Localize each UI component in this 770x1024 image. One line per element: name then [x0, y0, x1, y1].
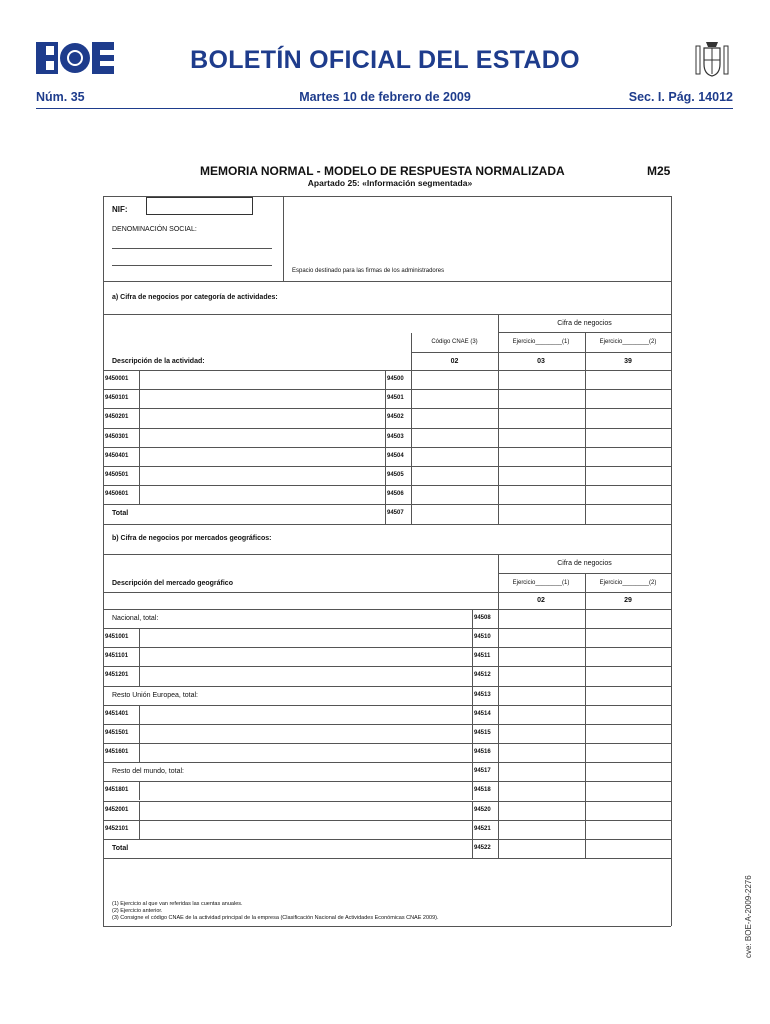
form-code: M25 [647, 164, 671, 178]
footnote-3: (3) Consigne el código CNAE de la actividad principal de la empresa (Clasificación Nacional de Actividades Económicas CNAE 2009). [112, 915, 439, 921]
section-a-desc-label: Descripción de la actividad: [112, 358, 205, 365]
cnae-code-input[interactable] [412, 429, 497, 446]
ejercicio-1-input[interactable] [499, 448, 584, 465]
market-code: 9451501 [105, 729, 129, 736]
box-number: 94512 [474, 672, 491, 679]
market-description-input[interactable] [140, 802, 471, 819]
market-code: 9451801 [105, 787, 129, 794]
box-number: 94514 [474, 710, 491, 717]
market-description-input[interactable] [140, 782, 471, 799]
cnae-header: Código CNAE (3) [431, 339, 478, 345]
activity-code: 9450301 [105, 433, 129, 440]
box-number: 94502 [387, 414, 404, 421]
section-b-col-code-1: 02 [537, 597, 545, 604]
form-title: MEMORIA NORMAL - MODELO DE RESPUESTA NORMALIZADA [200, 164, 565, 178]
cve-code: cve: BOE-A-2009-2276 [744, 875, 753, 958]
cell-divider [472, 666, 473, 685]
box-number: 94507 [387, 510, 404, 517]
box-number: 94521 [474, 825, 491, 832]
ejercicio-1-input[interactable] [499, 467, 584, 484]
cnae-code-input[interactable] [412, 505, 497, 522]
activity-code: 9450201 [105, 414, 129, 421]
ejercicio-1-input[interactable] [499, 390, 584, 407]
section-a-total-label: Total [112, 510, 129, 518]
cnae-code-input[interactable] [412, 486, 497, 503]
ejercicio-1-input[interactable] [499, 629, 584, 646]
cnae-code-input[interactable] [412, 371, 497, 388]
section-a-ejercicio-1: Ejercicio________(1) [512, 339, 570, 345]
cell-divider [472, 820, 473, 839]
market-code: 9451001 [105, 634, 129, 641]
activity-description-input[interactable] [140, 409, 384, 426]
cell-divider [385, 504, 386, 523]
market-code: 9451101 [105, 653, 129, 660]
ejercicio-2-input[interactable] [586, 629, 670, 646]
section-a-ejercicio-2: Ejercicio________(2) [599, 339, 657, 345]
market-label: Total [112, 844, 129, 852]
cell-divider [472, 801, 473, 820]
market-description-input[interactable] [140, 725, 471, 742]
issue-number: Núm. 35 [36, 90, 85, 104]
activity-code: 9450601 [105, 491, 129, 498]
box-number: 94517 [474, 768, 491, 775]
activity-code: 9450101 [105, 395, 129, 402]
cell-divider [385, 485, 386, 504]
ejercicio-2-input[interactable] [586, 505, 670, 522]
ejercicio-1-input[interactable] [499, 744, 584, 761]
cell-divider [385, 370, 386, 389]
ejercicio-1-input[interactable] [499, 667, 584, 684]
cell-divider [385, 389, 386, 408]
ejercicio-2-input[interactable] [586, 706, 670, 723]
nif-input[interactable] [146, 197, 253, 215]
activity-description-input[interactable] [140, 486, 384, 503]
ejercicio-2-input[interactable] [586, 409, 670, 426]
ejercicio-1-input[interactable] [499, 840, 584, 857]
section-a-title: a) Cifra de negocios por categoría de actividades: [112, 294, 278, 301]
section-a-col-code-1: 02 [450, 358, 459, 365]
cell-divider [472, 743, 473, 762]
market-description-input[interactable] [140, 667, 471, 684]
market-code: 9451201 [105, 672, 129, 679]
box-number: 94508 [474, 615, 491, 621]
market-description-input[interactable] [140, 744, 471, 761]
section-b-ejercicio-2: Ejercicio________(2) [599, 580, 657, 586]
market-description-input[interactable] [140, 706, 471, 723]
box-number: 94511 [474, 653, 491, 660]
cell-divider [385, 466, 386, 485]
form-subtitle: Apartado 25: «Información segmentada» [307, 178, 473, 188]
market-label: Resto del mundo, total: [112, 768, 184, 776]
ejercicio-2-input[interactable] [586, 802, 670, 819]
row-divider [103, 858, 671, 859]
ejercicio-2-input[interactable] [586, 763, 670, 780]
activity-code: 9450501 [105, 472, 129, 478]
firmas-label: Espacio destinado para las firmas de los administradores [292, 268, 445, 274]
ejercicio-1-input[interactable] [499, 782, 584, 799]
box-number: 94500 [387, 376, 404, 382]
market-label: Resto Unión Europea, total: [112, 691, 198, 699]
market-code: 9452101 [105, 825, 129, 832]
signature-area[interactable] [284, 197, 670, 280]
section-a-col-code-3: 39 [624, 358, 632, 365]
ejercicio-2-input[interactable] [586, 467, 670, 484]
cell-divider [472, 724, 473, 743]
activity-description-input[interactable] [140, 429, 384, 446]
ejercicio-2-input[interactable] [586, 667, 670, 684]
cell-divider [472, 647, 473, 666]
market-code: 9452001 [105, 806, 129, 813]
ejercicio-2-input[interactable] [586, 687, 670, 704]
activity-code: 9450001 [105, 376, 129, 382]
box-number: 94515 [474, 729, 491, 736]
activity-description-input[interactable] [140, 467, 384, 484]
box-number: 94513 [474, 691, 491, 698]
box-number: 94504 [387, 452, 404, 459]
ejercicio-1-input[interactable] [499, 429, 584, 446]
ejercicio-2-input[interactable] [586, 371, 670, 388]
cell-divider [385, 428, 386, 447]
newspaper-title: BOLETÍN OFICIAL DEL ESTADO [190, 46, 580, 74]
cnae-code-input[interactable] [412, 390, 497, 407]
cell-divider [385, 408, 386, 427]
ejercicio-1-input[interactable] [499, 610, 584, 627]
ejercicio-1-input[interactable] [499, 706, 584, 723]
section-b-title: b) Cifra de negocios por mercados geográficos: [112, 535, 272, 542]
ejercicio-2-input[interactable] [586, 725, 670, 742]
cell-divider [385, 447, 386, 466]
market-code: 9451601 [105, 749, 129, 756]
activity-description-input[interactable] [140, 371, 384, 388]
market-description-input[interactable] [140, 648, 471, 665]
ejercicio-1-input[interactable] [499, 687, 584, 704]
section-a-cifra-header: Cifra de negocios [557, 320, 612, 327]
box-number: 94520 [474, 806, 491, 813]
row-divider [103, 524, 671, 525]
cnae-code-input[interactable] [412, 467, 497, 484]
activity-code: 9450401 [105, 452, 129, 459]
cell-divider [472, 762, 473, 781]
section-a-col-code-2: 03 [537, 358, 545, 365]
section-b-col-code-2: 29 [624, 597, 632, 604]
section-b-ejercicio-1: Ejercicio________(1) [512, 580, 570, 586]
ejercicio-2-input[interactable] [586, 486, 670, 503]
section-b-cifra-header: Cifra de negocios [557, 560, 612, 567]
box-number: 94516 [474, 749, 491, 756]
header-rule [36, 108, 733, 109]
coat-of-arms-icon [692, 38, 732, 82]
cell-divider [472, 628, 473, 647]
cell-divider [472, 781, 473, 800]
activity-description-input[interactable] [140, 448, 384, 465]
ejercicio-2-input[interactable] [586, 648, 670, 665]
market-description-input[interactable] [140, 629, 471, 646]
market-description-input[interactable] [140, 821, 471, 838]
box-number: 94518 [474, 787, 491, 794]
ejercicio-2-input[interactable] [586, 840, 670, 857]
ejercicio-1-input[interactable] [499, 821, 584, 838]
section-b-desc-label: Descripción del mercado geográfico [112, 580, 233, 587]
activity-description-input[interactable] [140, 505, 384, 522]
ejercicio-1-input[interactable] [499, 409, 584, 426]
cell-divider [472, 839, 473, 858]
denominacion-label: DENOMINACIÓN SOCIAL: [112, 226, 197, 233]
cell-divider [472, 705, 473, 724]
ejercicio-2-input[interactable] [586, 782, 670, 799]
ejercicio-1-input[interactable] [499, 371, 584, 388]
box-number: 94503 [387, 433, 404, 440]
ejercicio-2-input[interactable] [586, 429, 670, 446]
boe-logo [36, 42, 114, 74]
market-label: Nacional, total: [112, 615, 159, 622]
ejercicio-2-input[interactable] [586, 448, 670, 465]
box-number: 94501 [387, 395, 404, 402]
ejercicio-1-input[interactable] [499, 763, 584, 780]
box-number: 94510 [474, 634, 491, 641]
ejercicio-2-input[interactable] [586, 610, 670, 627]
ejercicio-1-input[interactable] [499, 725, 584, 742]
box-number: 94522 [474, 844, 491, 851]
ejercicio-1-input[interactable] [499, 505, 584, 522]
box-number: 94506 [387, 491, 404, 498]
box-number: 94505 [387, 472, 404, 478]
nif-label: NIF: [112, 205, 128, 214]
ejercicio-1-input[interactable] [499, 648, 584, 665]
footnote-1: (1) Ejercicio al que van referidas las cuentas anuales. [112, 901, 243, 907]
ejercicio-2-input[interactable] [586, 821, 670, 838]
ejercicio-2-input[interactable] [586, 390, 670, 407]
ejercicio-2-input[interactable] [586, 744, 670, 761]
issue-date: Martes 10 de febrero de 2009 [299, 90, 471, 104]
cnae-code-input[interactable] [412, 409, 497, 426]
cnae-code-input[interactable] [412, 448, 497, 465]
market-code: 9451401 [105, 710, 129, 717]
cell-divider [472, 686, 473, 705]
ejercicio-1-input[interactable] [499, 486, 584, 503]
denominacion-line-1[interactable] [112, 248, 272, 249]
denominacion-line-2[interactable] [112, 265, 272, 266]
cell-divider [472, 609, 473, 628]
ejercicio-1-input[interactable] [499, 802, 584, 819]
section-page: Sec. I. Pág. 14012 [628, 90, 733, 104]
activity-description-input[interactable] [140, 390, 384, 407]
footnote-2: (2) Ejercicio anterior. [112, 908, 163, 914]
